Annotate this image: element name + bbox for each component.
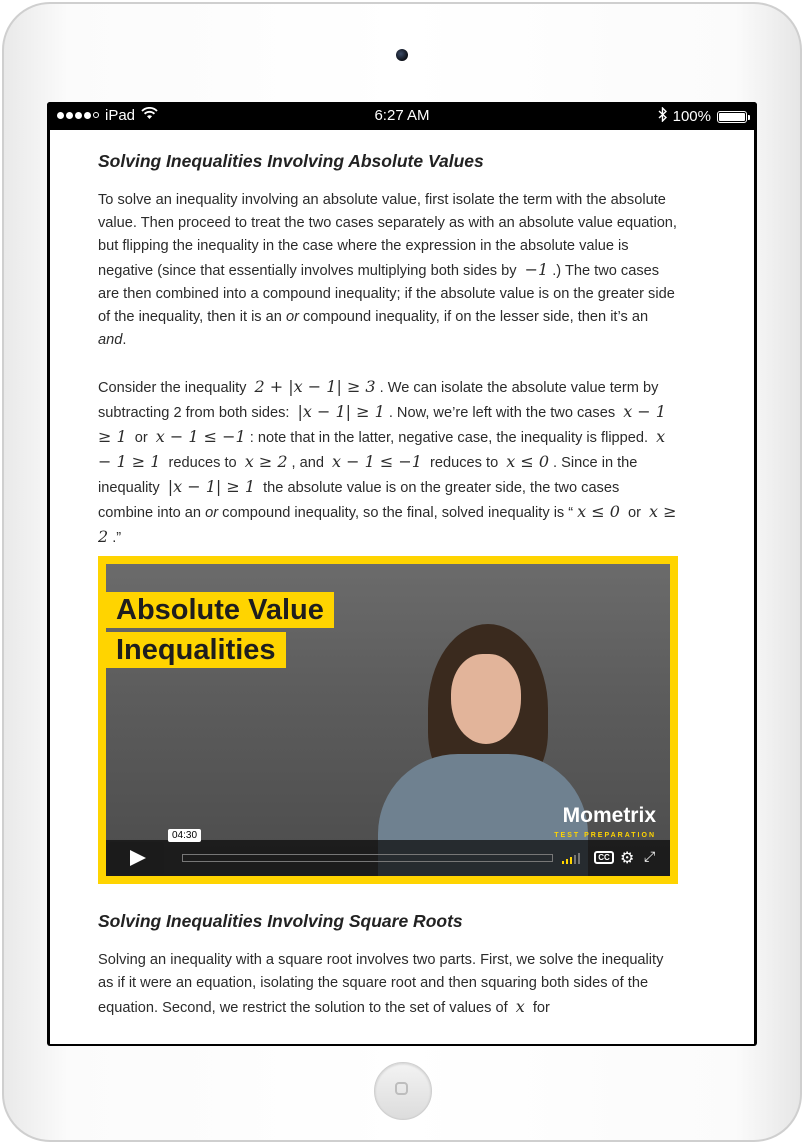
presenter-face xyxy=(451,654,521,744)
play-button[interactable] xyxy=(108,842,164,874)
text-run: for xyxy=(532,1000,550,1016)
page-content xyxy=(50,130,754,1044)
paragraph-absolute-values-1 xyxy=(98,189,678,352)
math-expression: x ≥ 2 xyxy=(244,452,288,471)
text-run: . Now, we’re left with the two cases xyxy=(388,405,616,421)
carrier-label: iPad xyxy=(105,107,136,124)
section-absolute-values xyxy=(98,150,678,550)
volume-icon[interactable] xyxy=(562,852,580,864)
text-run: Solving an inequality with a square root involves two parts. First, we solve the inequality as if it were an equation, isolating the square root and then squaring both sides of the equation. Second, we restrict the solution to the set of values of xyxy=(98,952,664,1016)
text-run: .” xyxy=(112,530,122,546)
bluetooth-icon xyxy=(658,107,667,126)
text-run: reduces to xyxy=(430,455,499,471)
text-emphasis: and xyxy=(98,332,123,348)
paragraph-absolute-values-2 xyxy=(98,375,678,550)
math-expression: |x − 1| ≥ 1 xyxy=(297,402,385,421)
status-right xyxy=(658,107,747,126)
math-expression: 2 + |x − 1| ≥ 3 xyxy=(254,377,376,396)
math-expression: x xyxy=(515,997,525,1016)
text-run: , and xyxy=(291,455,324,471)
math-expression: x − 1 ≤ −1 xyxy=(332,452,422,471)
math-expression: x ≤ 0 xyxy=(506,452,550,471)
math-expression: x − 1 ≥ 1 xyxy=(98,402,666,446)
text-run: : note that in the latter, negative case, the inequality is flipped. xyxy=(249,430,649,446)
video-player[interactable] xyxy=(98,556,678,884)
math-expression: x ≥ 2 xyxy=(98,502,677,546)
camera xyxy=(396,49,408,61)
text-run: . xyxy=(122,332,127,348)
text-run: the absolute value is on the greater side, the two cases combine into an xyxy=(98,480,620,521)
text-run: reduces to xyxy=(168,455,237,471)
progress-track[interactable] xyxy=(182,854,553,862)
text-run: . Since in the inequality xyxy=(98,455,638,496)
fullscreen-icon[interactable]: ⤢ xyxy=(644,848,656,864)
paragraph-square-roots-1 xyxy=(98,949,678,1020)
text-emphasis: or xyxy=(285,309,299,325)
text-emphasis: or xyxy=(205,505,219,521)
battery-percent: 100% xyxy=(672,108,711,125)
math-expression: −1 xyxy=(524,260,549,279)
logo-subtext: TEST PREPARATION xyxy=(554,832,656,839)
captions-button[interactable]: CC xyxy=(594,851,614,864)
video-frame[interactable] xyxy=(106,564,670,876)
video-title-line-1: Absolute Value xyxy=(106,592,334,628)
section-square-roots xyxy=(98,910,678,1020)
math-expression: x ≤ 0 xyxy=(577,502,620,521)
video-title-line-2: Inequalities xyxy=(106,632,286,668)
text-run: .) The two cases are then combined into a compound inequality; if the absolute value is on the greater side of the inequality, then it is an xyxy=(98,263,675,325)
text-run: or xyxy=(628,505,641,521)
battery-icon xyxy=(717,111,747,123)
math-expression: x − 1 ≥ 1 xyxy=(98,427,666,471)
screen xyxy=(47,102,757,1046)
heading-square-roots: Solving Inequalities Involving Square Roots xyxy=(98,911,463,931)
math-expression: |x − 1| ≥ 1 xyxy=(167,477,256,496)
text-run: To solve an inequality involving an absolute value, first isolate the term with the absolute value. Then proceed to treat the two cases separately as with an absolute value equation, but flipping the inequality in the case where the expression in the absolute value is negative (since that essentially involves multiplying both sides by xyxy=(98,192,677,279)
math-expression: x − 1 ≤ −1 xyxy=(155,427,246,446)
settings-gear-icon[interactable]: ⚙ xyxy=(620,850,635,867)
video-duration: 04:30 xyxy=(168,829,201,842)
text-run: Consider the inequality xyxy=(98,380,247,396)
heading-absolute-values: Solving Inequalities Involving Absolute Values xyxy=(98,151,484,171)
text-run: . We can isolate the absolute value term by subtracting 2 from both sides: xyxy=(98,380,659,421)
text-run: compound inequality, if on the lesser side, then it’s an xyxy=(303,309,649,325)
text-run: or xyxy=(134,430,148,446)
status-time: 6:27 AM xyxy=(374,107,430,124)
home-button-icon xyxy=(395,1082,408,1095)
text-run: compound inequality, so the final, solved inequality is “ xyxy=(222,505,574,521)
status-bar xyxy=(47,102,757,130)
logo-text: Mometrix xyxy=(562,804,656,827)
